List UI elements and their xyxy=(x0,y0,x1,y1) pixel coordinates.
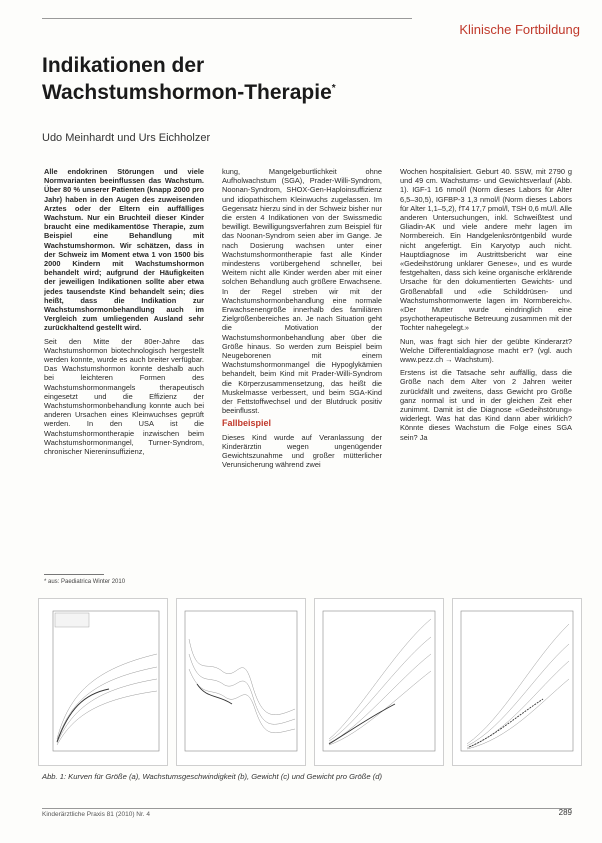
footnote-rule xyxy=(44,574,104,575)
header-rule xyxy=(42,18,412,19)
velocity-chart-thumbnail xyxy=(176,598,306,766)
title-line-2: Wachstumshormon-Therapie xyxy=(42,81,332,104)
body-paragraph: Dieses Kind wurde auf Veranlassung der Kinderärztin wegen ungenügender Gewichtszunahme und großer mütterlicher Verunsicherung während zwei xyxy=(222,432,382,470)
body-paragraph: kung, Mangelgeburtlichkeit ohne Aufholwachstum (SGA), Prader-Willi-Syndrom, Noonan-Syndrom, SHOX-Gen-Haploinsuffizienz und idiopathischem Kleinwuchs zugelassen. Im Gegensatz hierzu sind in der Schweiz bisher nur die ersten 4 Indikationen von der Swissmedic bewilligt. Bewilligungsverfahren zum Beispiel für das Noonan-Syndrom seien aber im Gange. Je nach Dosierung wachsen unter einer Wachstumshormontherapie fast alle Kinder mindestens vorübergehend schneller, bei Weitem nicht alle Kinder werden aber mit einer solchen Behandlung auch größere Erwachsene. In der Regel streben wir mit der Wachstumshormonbehandlung eine normale Erwachsenengröße innerhalb des familiären Zielgrößenbereiches an. Je nach Situation geht die Motivation der Wachstumshormonbehandlung aber über die Größe hinaus. So werden zum Beispiel beim Neugeborenen mit einem Wachstumshormonmangel die Hypoglykämien behandelt, beim Kind mit Prader-Willi-Syndrom die Körperzusammensetzung, das heißt die Muskelmasse verbessert, und beim SGA-Kind der Fettstoffwechsel und der Blutdruck positiv beeinflusst. xyxy=(222,167,382,416)
growth-chart-panel xyxy=(38,598,582,764)
weight-for-height-chart-graphic xyxy=(453,599,581,765)
body-paragraph: Erstens ist die Tatsache sehr auffällig, dass die Größe nach dem Alter von 2 Jahren weiter zurückfällt und zweitens, dass Gewicht pro Größe ganz normal ist und in der gleichen Zeit eher zunimmt. Damit ist die Diagnose «Gedeihstörung» widerlegt. Was hat das Kind dann aber wirklich? Könnte dieses Wachstum die Folge eines SGA sein? Ja xyxy=(400,368,572,442)
column-2 xyxy=(222,167,382,474)
figure-caption: Abb. 1: Kurven für Größe (a), Wachstumsgeschwindigkeit (b), Gewicht (c) und Gewicht pro Größe (d) xyxy=(42,772,383,781)
section-label: Klinische Fortbildung xyxy=(459,22,580,37)
lead-paragraph: Alle endokrinen Störungen und viele Normvarianten beeinflussen das Wachstum. Über 80 % unserer Patienten (knapp 2000 pro Jahr) haben in den Augen des zuweisenden Arztes oder der Eltern ein auffälliges Wachstum. Nur ein Bruchteil dieser Kinder braucht eine medikamentöse Therapie, zum Beispiel eine Behandlung mit Wachstumshormon. Wir schätzen, dass in der Schweiz im Moment etwa 1 von 1500 bis 2000 Kindern mit Wachstumshormon behandelt wird; aufgrund der Häufigkeiten der jeweiligen Indikationen sollte aber etwa jedes tausendste Kind behandelt sein; dies heißt, dass die Indikation zur Wachstumshormonbehandlung auch im Vergleich zum umliegenden Ausland sehr zurückhaltend gestellt wird. xyxy=(44,167,204,333)
case-heading: Fallbeispiel xyxy=(222,418,272,429)
weight-for-height-chart-thumbnail xyxy=(452,598,582,766)
height-chart-thumbnail xyxy=(38,598,168,766)
body-paragraph: Wochen hospitalisiert. Geburt 40. SSW, mit 2790 g und 49 cm. Wachstums- und Gewichtsverlauf (Abb. 1). IGF-1 16 nmol/l (Norm dieses Labors für Alter 6,5–30,5), IGFBP-3 1,3 nmol/l (Norm dieses Labors für Alter 1,1–5,2), fT4 17,7 pmol/l, TSH 0,6 mU/l. Alle anderen Untersuchungen, inkl. Schweißtest und Gliadin-AK und viele andere mehr lagen im Normbereich. Ein Handgelenksröntgenbild wurde nicht angefertigt. Ein Karyotyp auch nicht. Hauptdiagnose im Austrittsbericht war eine «Gedeihstörung unklarer Genese», und es wurde festgehalten, dass sich keine organische erklärende Ursache für den dokumentierten Gewichts- und Größenabfall und «die Schilddrüsen- und Wachstumshormonwerte lagen im Normbereich». «Der Mutter wurde eindringlich eine psychotherapeutische Betreuung zusammen mit der Tochter nahegelegt.» xyxy=(400,167,572,333)
authors: Udo Meinhardt und Urs Eichholzer xyxy=(42,132,211,144)
journal-reference: Kinderärztliche Praxis 81 (2010) Nr. 4 xyxy=(42,811,151,818)
body-paragraph: Nun, was fragt sich hier der geübte Kinderarzt? Welche Differentialdiagnose macht er? (vgl. auch www.pezz.ch → Wachstum). xyxy=(400,336,572,365)
footer-rule xyxy=(42,808,572,809)
page-number: 289 xyxy=(558,808,572,817)
column-3 xyxy=(400,167,572,446)
footnote: * aus: Paediatrica Winter 2010 xyxy=(44,579,126,585)
title-footnote-mark: * xyxy=(331,83,336,94)
title-line-1: Indikationen der xyxy=(42,54,205,77)
body-paragraph: Seit den Mitte der 80er-Jahre das Wachstumshormon biotechnologisch hergestellt werden konnte, wurde es auch breiter verfügbar. Das Wachstumshormon konnte deshalb auch bei leichteren Formen des Wachstumshormonmangels therapeutisch eingesetzt und die Effizienz der Wachstumshormonbehandlung konnte auch bei anderen Ursachen eines Kleinwuchses geprüft werden. In den USA ist die Wachstumshormontherapie inzwischen beim Wachstumshormonmangel, Turner-Syndrom, chronischer Niereninsuffizienz, xyxy=(44,336,204,457)
height-chart-graphic xyxy=(39,599,167,765)
article-title xyxy=(42,54,442,104)
column-1 xyxy=(44,167,204,460)
weight-chart-graphic xyxy=(315,599,443,765)
weight-chart-thumbnail xyxy=(314,598,444,766)
velocity-chart-graphic xyxy=(177,599,305,765)
